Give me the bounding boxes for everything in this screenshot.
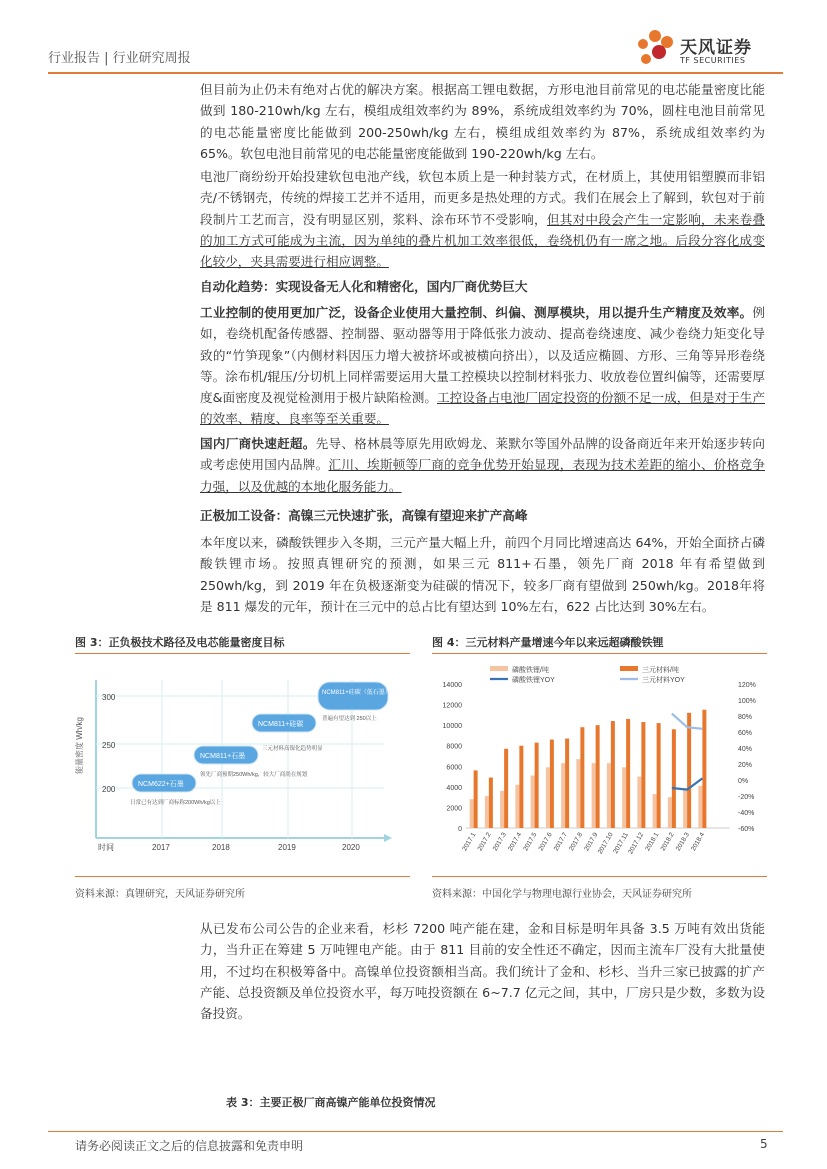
figure4-right-tick: 100%: [738, 698, 756, 705]
figure4-bar: [485, 796, 489, 828]
figure4-right-tick: 0%: [738, 778, 749, 785]
figure4-right-tick: -40%: [738, 810, 755, 817]
figure3-source: 资料来源：真锂研究，天风证券研究所: [75, 889, 245, 900]
figure4-bar: [607, 763, 611, 828]
figure3-bubble-note: 日常已有达到厂商标称200Wh/kg以上: [130, 800, 221, 806]
footer-divider: [48, 1131, 783, 1132]
figure3-x-tick: 2017: [152, 843, 170, 852]
figure4-bar: [702, 710, 706, 828]
figure3-x-tick: 2019: [278, 843, 296, 852]
paragraph-investment: 从已发布公司公告的企业来看，杉杉 7200 吨产能在建，金和目标是明年具备 3.5 万吨有效出货能力，当升正在筹建 5 万吨锂电产能。由于 811 目前的安全性还不确定，因而主流车厂没有大批量使用，不过均在积极筹备中。高镍单位投资额相当高。我们统计了金和、杉杉、当升三家已披露的扩产产能、总投资额及单位投资水平，每万吨投资额在 6~7.7 亿元之间，其中，厂房只是少数，多数为设备投资。: [200, 921, 765, 1022]
figure4-category-label: 2018.4: [690, 831, 707, 853]
paragraph-battery-density: 但目前为止仍未有绝对占优的解决方案。根据高工锂电数据，方形电池目前常见的电芯能量密度比能做到 180-210wh/kg 左右，模组成组效率约为 89%，系统成组效率约为 70%，圆柱电池目前常见的电芯能量密度比能做到 200-250wh/kg 左右，模组成组效率约为 87%，系统成组效率约为 65%。软包电池目前常见的电芯能量密度能做到 190-220wh/kg 左右。: [200, 82, 765, 161]
figure4-legend-label: 三元材料YOY: [642, 677, 685, 684]
figure3-x-tick: 2020: [342, 843, 360, 852]
figure4-category-label: 2018.2: [659, 831, 676, 853]
figure4-right-tick: 80%: [738, 714, 753, 721]
figure4-bar: [653, 794, 657, 828]
paragraph-industrial-control: [200, 302, 765, 430]
figure3-bubble-note: 领先厂商预期250Wh/kg，较大厂商尚在规划: [200, 772, 308, 778]
figure4-bar: [576, 759, 580, 828]
paragraph-pouch-cells-text: 电池厂商纷纷开始投建软包电池产线，软包本质上是一种封装方式，在材质上，其使用铝塑膜而非铝壳/不锈钢壳，传统的焊接工艺并不适用，而更多是热处理的方式。我们在展会上了解到，软包对于前段制片工艺而言，没有明显区别，浆料、涂布环节不受影响，: [200, 169, 765, 227]
figure4-bar: [546, 767, 550, 828]
figure3-bottom-divider: [75, 876, 410, 877]
figure3-bubble-note: 三元材料高镍化趋势明显: [262, 746, 323, 752]
figure3-bubble-label: NCM622+石墨: [138, 781, 184, 788]
figure4-title: 图 4：三元材料产量增速今年以来远超磷酸铁锂: [432, 636, 664, 649]
figure4-legend-label: 磷酸铁锂YOY: [512, 677, 555, 684]
paragraph-domestic-makers-underlined: 汇川、埃斯顿等厂商的竞争优势开始显现，表现为技术差距的缩小、价格竞争力强，以及优越的本地化服务能力。: [200, 457, 766, 494]
figure4-chart: [430, 662, 770, 872]
figure4-left-tick: 10000: [442, 723, 462, 731]
figure4-bar: [698, 786, 702, 828]
figure4-bar: [668, 797, 672, 828]
figure4-bar: [531, 776, 535, 828]
report-category: 行业报告 | 行业研究周报: [48, 51, 191, 66]
figure4-category-label: 2017.5: [522, 831, 539, 853]
figure3-y-tick: 200: [102, 785, 116, 794]
table3-title: 表 3：主要正极厂商高镍产能单位投资情况: [226, 1096, 436, 1109]
figure4-legend-swatch: [490, 666, 508, 671]
figure4-left-tick: 12000: [442, 702, 462, 710]
figure4-bar: [504, 749, 508, 828]
figure4-bar: [596, 725, 600, 828]
figure3-bubble-note: 普遍有望达到 250以上: [322, 716, 377, 722]
figure4-category-label: 2017.12: [627, 831, 646, 856]
figure4-category-label: 2017.8: [568, 831, 585, 853]
figure4-right-tick: 20%: [738, 762, 753, 769]
paragraph-domestic-makers: [200, 433, 765, 497]
paragraph-domestic-makers-text: 先导、格林晨等原先用欧姆龙、莱默尔等国外品牌的设备商近年来开始逐步转向或考虑使用国内品牌。: [200, 436, 766, 473]
figure3-bubble-811-sic-low: [318, 682, 388, 710]
figure4-bar: [592, 763, 596, 828]
figure4-bar: [519, 746, 523, 828]
figure3-bubble-label: NCM811+硅碳: [258, 721, 304, 728]
figure4-category-label: 2017.4: [507, 831, 524, 853]
section-heading-cathode: 正极加工设备：高镍三元快速扩张，高镍有望迎来扩产高峰: [200, 508, 528, 523]
figure4-bar: [550, 740, 554, 828]
figure4-legend-swatch: [620, 666, 638, 671]
figure4-left-tick: 0: [458, 826, 462, 833]
paragraph-pouch-cells-underlined: 但其对中段会产生一定影响，未来卷叠的加工方式可能成为主流，因为单纯的叠片机加工效率很低，卷绕机仍有一席之地。后段分容化成变化较少，夹具需要进行相应调整。: [200, 211, 766, 270]
figure3-bubble-label: NCM811+硅碳（低石墨）: [322, 690, 391, 696]
figure3-x-tick: 2018: [212, 843, 230, 852]
figure4-right-tick: 60%: [738, 730, 753, 737]
figure4-bottom-divider: [432, 876, 767, 877]
figure3-x-arrow-icon: [384, 834, 392, 842]
figure4-category-label: 2017.7: [552, 831, 569, 853]
figure3-y-label: 能量密度 Wh/kg: [75, 717, 84, 774]
figure4-bar: [489, 778, 493, 828]
figure4-left-tick: 8000: [446, 743, 462, 751]
figure4-legend-label: 磷酸铁锂/吨: [512, 667, 549, 674]
figure4-left-tick: 14000: [442, 682, 462, 689]
paragraph-domestic-makers-lead: 国内厂商快速赶超。: [200, 436, 316, 451]
page-number: 5: [760, 1137, 768, 1151]
figure4-bar: [641, 722, 645, 828]
figure4-bar: [470, 799, 474, 828]
figure4-right-tick: -20%: [738, 794, 755, 801]
figure4-bar: [500, 791, 504, 828]
figure4-bar: [565, 739, 569, 828]
figure4-legend-label: 三元材料/吨: [642, 667, 679, 674]
section-heading-automation: 自动化趋势：实现设备无人化和精密化，国内厂商优势巨大: [200, 279, 528, 294]
figure4-bar: [474, 770, 478, 828]
figure4-category-label: 2017.2: [476, 831, 493, 853]
figure3-bubble-label: NCM811+石墨: [200, 753, 246, 760]
company-logo: [634, 27, 784, 71]
figure4-left-tick: 2000: [446, 805, 462, 813]
figure4-category-label: 2018.3: [674, 831, 691, 853]
figure3-title: 图 3：正负极技术路径及电芯能量密度目标: [75, 636, 285, 649]
figure4-left-tick: 6000: [446, 764, 462, 772]
paragraph-pouch-cells: [200, 166, 765, 272]
logo-mark-icon: [634, 27, 678, 71]
figure4-bar: [657, 723, 661, 828]
figure3-y-tick: 250: [102, 741, 116, 750]
logo-name-cn: 天风证券: [680, 38, 752, 58]
figure4-bar: [622, 767, 626, 828]
figure4-bar: [535, 743, 539, 828]
figure4-bar: [626, 719, 630, 828]
figure3-divider: [75, 653, 410, 654]
figure4-bar: [683, 788, 687, 828]
figure4-category-label: 2017.6: [537, 831, 554, 853]
figure4-category-label: 2017.11: [612, 831, 630, 855]
figure4-bar: [611, 721, 615, 828]
figure4-divider: [432, 653, 767, 654]
footer-disclaimer: 请务必阅读正文之后的信息披露和免责申明: [75, 1139, 304, 1153]
figure4-source: 资料来源：中国化学与物理电源行业协会，天风证券研究所: [432, 889, 692, 900]
figure4-category-label: 2017.1: [461, 831, 478, 853]
logo-name-en: TF SECURITIES: [680, 56, 746, 65]
figure3-x-label: 时间: [98, 843, 114, 852]
figure4-category-label: 2017.10: [596, 831, 615, 856]
figure3-diagram: [72, 664, 410, 858]
figure4-category-label: 2018.1: [644, 831, 661, 853]
figure4-right-tick: -60%: [738, 826, 755, 833]
figure4-bar: [580, 727, 584, 828]
figure4-bar: [561, 763, 565, 828]
paragraph-high-nickel: 本年度以来，磷酸铁锂步入冬期，三元产量大幅上升，前四个月同比增速高达 64%，开始全面挤占磷酸铁锂市场。按照真锂研究的预测，如果三元 811+石墨，领先厂商 2018 年有希望做到 250wh/kg，到 2019 年在负极逐渐变为硅碳的情况下，较多厂商有望做到 250wh/kg。2018年将是 811 爆发的元年，预计在三元中的总占比有望达到 10%左右，622 占比达到 30%左右。: [200, 535, 765, 614]
figure3-y-tick: 300: [102, 693, 116, 702]
paragraph-industrial-control-text: 例如，卷绕机配备传感器、控制器、驱动器等用于降低张力波动、提高卷绕速度、减少卷绕力矩变化导致的“竹笋现象”（内侧材料因压力增大被挤坏或被横向挤出），以及适应椭圆、方形、三角等异形卷绕等。涂布机/辊压/分切机上同样需要运用大量工控模块以控制材料张力、收放卷位置纠偏等，还需要厚度&面密度及视觉检测用于极片缺陷检测。: [200, 305, 765, 406]
header-divider: [48, 72, 783, 74]
paragraph-industrial-control-lead: 工业控制的使用更加广泛，设备企业使用大量控制、纠偏、测厚模块，用以提升生产精度及效率。: [200, 305, 753, 320]
figure4-bar: [672, 729, 676, 828]
figure4-left-tick: 4000: [446, 784, 462, 792]
figure4-bar: [637, 777, 641, 828]
figure4-right-tick: 120%: [738, 682, 756, 689]
paragraph-industrial-control-underlined: 工控设备占电池厂固定投资的份额不足一成，但是对于生产的效率、精度、良率等至关重要。: [200, 390, 766, 427]
figure4-bar: [515, 785, 519, 828]
figure4-right-tick: 40%: [738, 746, 753, 753]
figure4-bar: [687, 713, 691, 828]
figure4-category-label: 2017.3: [491, 831, 508, 853]
figure4-category-label: 2017.9: [583, 831, 600, 853]
